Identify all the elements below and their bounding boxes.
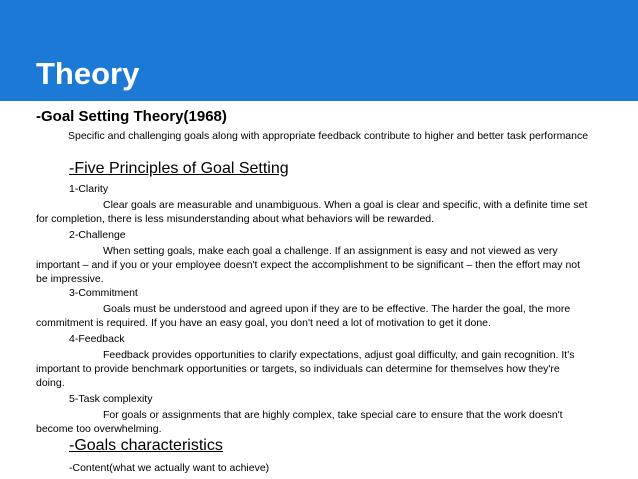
principles-heading: -Five Principles of Goal Setting [69,160,289,177]
principle-label: 4-Feedback [69,333,125,345]
principle-text-line: Feedback provides opportunities to clarify expectations, adjust goal difficulty, and gain recognition. It's [103,349,575,361]
principle-text-line: important to provide benchmark opportunities or targets, so individuals can determine for themselves how they're [36,363,560,375]
principle-text-line: When setting goals, make each goal a challenge. If an assignment is easy and not viewed as very [103,245,558,257]
principle-text-line: commitment is required. If you have an easy goal, you don't need a lot of motivation to get it done. [36,317,491,329]
principle-label: 1-Clarity [69,183,109,195]
principle-text-line: important – and if you or your employee doesn't expect the accomplishment to be significant – then the effort may not [36,259,581,271]
principle-text-line: for completion, there is less misunderstanding about what behaviors will be rewarded. [36,213,435,225]
principle-text-line: Clear goals are measurable and unambiguous. When a goal is clear and specific, with a definite time set [103,199,588,211]
principle-text-line: doing. [36,377,65,389]
principle-text-line: For goals or assignments that are highly complex, take special care to ensure that the work doesn't [103,409,563,421]
principle-text-line: Goals must be understood and agreed upon if they are to be effective. The harder the goal, the more [103,303,571,315]
principle-text-line: be impressive. [36,273,104,285]
theory-intro: Specific and challenging goals along with appropriate feedback contribute to higher and better task performance [68,130,589,142]
principle-label: 2-Challenge [69,229,126,241]
content-item: -Content(what we actually want to achieve) [69,462,270,474]
theory-heading: -Goal Setting Theory(1968) [36,108,227,125]
principle-text-line: become too overwhelming. [36,423,162,435]
principle-label: 3-Commitment [69,287,138,299]
slide-body [0,101,638,479]
slide-title: Theory [36,56,140,91]
principle-label: 5-Task complexity [69,393,153,405]
characteristics-heading: -Goals characteristics [69,437,223,454]
title-bar [0,0,638,101]
